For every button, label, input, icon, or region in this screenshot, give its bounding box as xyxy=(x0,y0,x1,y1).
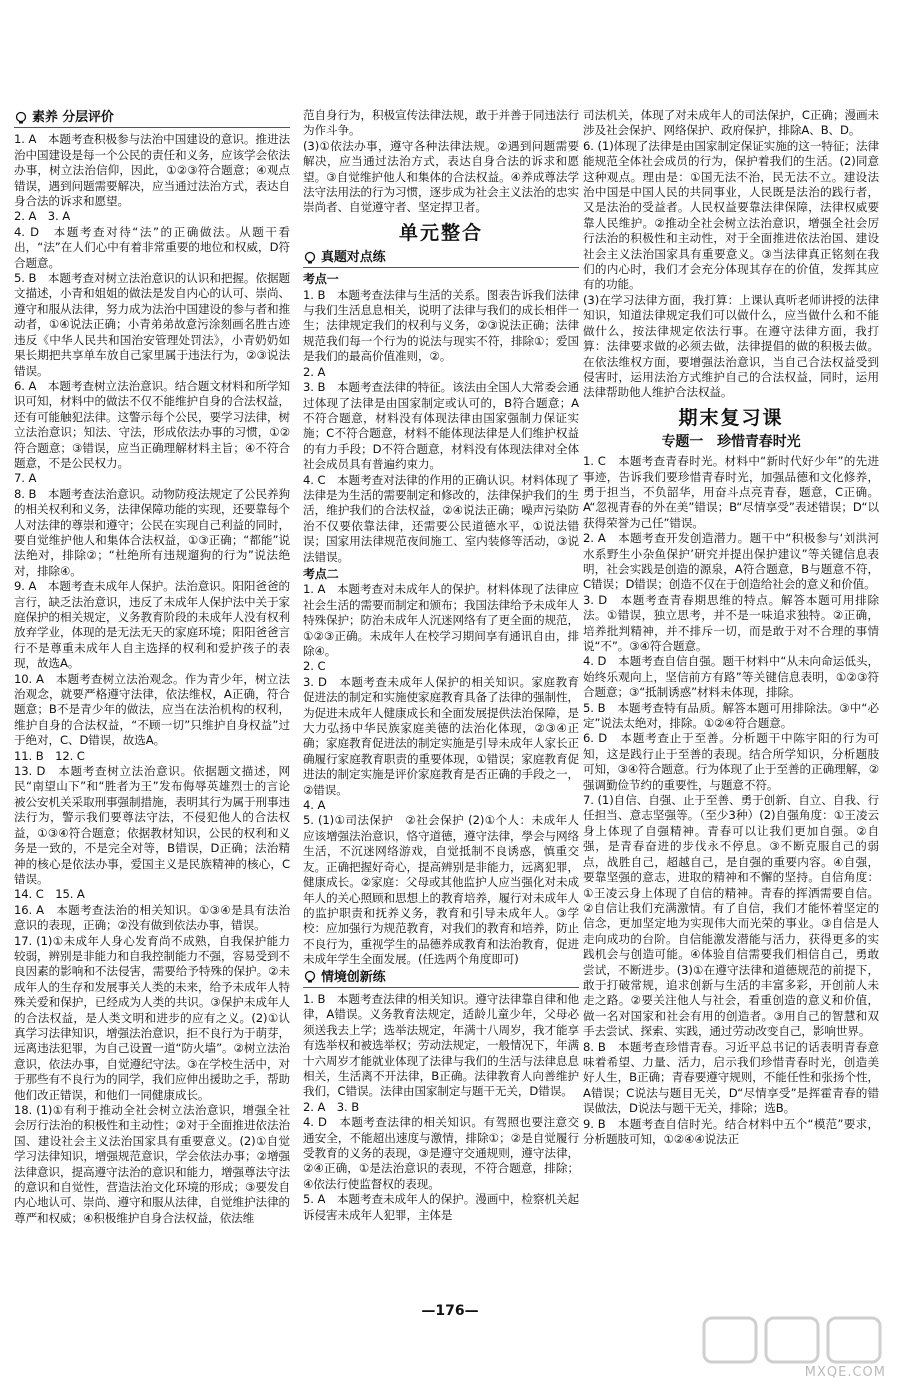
answer-item: 2. A 本题考查开发创造潜力。题干中“积极参与‘刘洪河水系野生小杂鱼保护’研究并提出保护建议”等关键信息表明，社会实践是创造的源泉，A符合题意，B与题意不符，C错误；D错误；创造不仅在于创造给社会的意义和价值。 xyxy=(583,531,879,592)
answer-item: 6. (1)体现了法律是由国家制定保证实施的这一特征；法律能规范全体社会成员的行为，保护着我们的生活。(2)同意这种观点。理由是：①国无法不治，民无法不立。建设法治中国是中国人民的共同事业，人民既是法治的践行者，又是法治的受益者。人民权益要靠法律保障，法律权威要靠人民维护。②推动全社会树立法治意识，增强全社会厉行法治的积极性和主动性，对于全面推进依法治国、建设社会主义法治国家具有重要意义。③当法律真正铭刻在我们的内心时，我们才会充分体现其存在的价值，发挥其应有的功能。 xyxy=(583,138,879,292)
answer-item: (3)①依法办事，遵守各种法律法规。②遇到问题需要解决，应当通过法治方式，表达自身合法的诉求和愿望。③自觉维护他人和集体的合法权益。④养成尊法学法守法用法的行为习惯，逐步成为社会主义法治的忠实崇尚者、自觉遵守者、坚定捍卫者。 xyxy=(303,138,579,215)
answer-item: 2. A xyxy=(303,364,326,379)
unit-title: 单元整合 xyxy=(398,221,483,244)
answer-item: 1. A 本题考查积极参与法治中国建设的意识。推进法治中国建设是每一个公民的责任和义务，应该学会依法办事，树立法治信仰，因此，①②③符合题意；④观点错误，遇到问题需要解决，应当通过法治方式，表达自身合法的诉求和愿望。 xyxy=(14,132,290,209)
answer-item: 4. D 本题考查对待“法”的正确做法。从题干看出，“法”在人们心中有着非常重要的地位和权威，D符合题意。 xyxy=(14,224,290,270)
answer-item: (3)在学习法律方面，我打算：上课认真听老师讲授的法律知识，知道法律规定我们可以做什么，应当做什么和不能做什么，按法律规定依法行事。在遵守法律方面，我打算：法律要求做的必须去做，法律提倡的做的积极去做。在依法维权方面，要增强法治意识，当自己合法权益受到侵害时，运用法治方式维护自己的合法权益，同时，运用法律帮助他人维护合法权益。 xyxy=(583,292,879,400)
watermark-url: MXQE.COM xyxy=(804,1365,886,1380)
review-title: 期末复习课 xyxy=(678,406,784,429)
section-title: 素养 分层评价 xyxy=(32,110,114,125)
answer-item: 13. D 本题考查树立法治意识。依据题文描述，网民“南望山下”和“胜者为王”发布侮辱英雄烈士的言论被公安机关采取刑事强制措施，表明其行为属于刑事违法行为，警示我们要尊法守法，不侵犯他人的合法权益，①③④符合题意；依据教材知识，公民的权利和义务是一致的，不是完全对等，B错误，D正确；法治精神的核心是依法办事，爱国主义是民族精神的核心，C错误。 xyxy=(14,764,290,886)
answer-item: 9. A 本题考查未成年人保护。法治意识。阳阳爸爸的言行，缺乏法治意识，违反了未成年人保护法中关于家庭保护的相关规定，义务教育阶段的未成年人没有权利放弃学业，体现的是无法无天的家庭环境；阳阳爸爸言行不是尊重未成年人自主选择的权利和爱护孩子的表现，故选A。 xyxy=(14,579,290,671)
answer-item: 司法机关，体现了对未成年人的司法保护，C正确；漫画未涉及社会保护、网络保护、政府保护，排除A、B、D。 xyxy=(583,108,879,138)
answer-item: 7. A xyxy=(14,471,37,486)
answer-item: 6. D 本题考查止于至善。分析题干中陈宇阳的行为可知，这是践行止于至善的表现。结合所学知识，分析题肢可知，③④符合题意。行为体现了止于至善的正确理解，②强调勤俭节约的重要性，与题意不符。 xyxy=(583,731,879,792)
answer-item: 8. B 本题考查法治意识。动物防疫法规定了公民养狗的相关权利和义务，法律保障功能的实现，还要靠每个人对法律的尊崇和遵守；公民在实现自己利益的同时，要自觉维护他人和集体合法权益，①③正确；“都能”说法绝对，排除②；“杜绝所有违规遛狗的行为”说法绝对，排除④。 xyxy=(14,486,290,578)
watermark-logo xyxy=(700,1312,890,1382)
answer-item: 5. A 本题考查未成年人的保护。漫画中，检察机关起诉侵害未成年人犯罪，主体是 xyxy=(303,1192,579,1222)
answer-item: 5. B 本题考查特有品质。解答本题可用排除法。③中“必定”说法太绝对，排除。①②④符合题意。 xyxy=(583,700,879,731)
answer-list xyxy=(14,132,290,1226)
lightbulb-icon xyxy=(14,111,28,125)
answer-item: 6. A 本题考查树立法治意识。结合题文材料和所学知识可知，材料中的做法不仅不能维护自身的合法权益，还有可能触犯法律。这警示每个公民，要学习法律，树立法治意识；知法、守法，形成依法办事的习惯，①②符合题意；③错误，应当正确理解材料主旨；④不符合题意，不是公民权力。 xyxy=(14,378,290,470)
section-header xyxy=(303,250,579,268)
answer-item: 4. C 本题考查对法律的作用的正确认识。材料体现了法律是为生活的需要制定和修改的，法律保护我们的生活，维护我们的合法权益，②④说法正确；噪声污染防治不仅要依靠法律，还需要公民道德水平，①说法错误；国家用法律规范夜间施工、室内装修等活动，③说法错误。 xyxy=(303,472,579,564)
answer-item: 17. (1)①未成年人身心发育尚不成熟，自我保护能力较弱，辨别是非能力和自我控制能力不强，容易受到不良因素的影响和不法侵害，需要给予特殊的保护。②未成年人的生存和发展事关人类的未来，给予未成年人特殊关爱和保护，已经成为人类的共识。③保护未成年人的合法权益，是人类文明和进步的应有之义。(2)①认真学习法律知识，增强法治意识，拒不良行为于萌芽，远离违法犯罪，为自己设置一道“防火墙”。②树立法治意识，依法办事，自觉遵纪守法。③在学校生活中，对于那些有不良行为的同学，我们应伸出援助之手，帮助他们改正错误，和他们一同健康成长。 xyxy=(14,933,290,1102)
answer-item: 11. B 12. C xyxy=(14,748,85,763)
answer-item: 10. A 本题考查树立法治观念。作为青少年，树立法治观念，就要严格遵守法律，依法维权，A正确，符合题意；B不是青少年的做法，应当在法治机构的权利，维护自身的合法权益，“不顾一切”只维护自身权益”过于绝对，C、D错误，故选A。 xyxy=(14,671,290,748)
answer-item: 范自身行为，积极宣传法律法规，敢于并善于同违法行为作斗争。 xyxy=(303,108,579,138)
answer-item: 1. C 本题考查青春时光。材料中“新时代好少年”的先进事迹，告诉我们要珍惜青春时光，加强品德和文化修养，勇于担当，不负韶华，用奋斗点亮青春，题意，C正确。A“忽视青春的外在美”错误；B“尽情享受”表述错误；D“以获得荣誉为己任”错误。 xyxy=(583,454,879,530)
answer-item: 2. C xyxy=(303,659,326,674)
answer-item: 2. A 3. B xyxy=(303,1099,360,1114)
answer-list xyxy=(303,582,579,967)
answer-list xyxy=(303,288,579,565)
answer-item: 1. A 本题考查对未成年人的保护。材料体现了法律应社会生活的需要而制定和颁布；我国法律给予未成年人特殊保护；防治未成年人沉迷网络有了更全面的规范，①②③正确。未成年人在校学习期间享有通讯自由，排除④。 xyxy=(303,582,579,658)
answer-item: 8. B 本题考查珍惜青春。习近平总书记的话表明青春意味着希望、力量、活力，启示我们珍惜青春时光，创造美好人生，B正确；青春要遵守规则，不能任性和张扬个性，A错误；C说法与题目无关，D“尽情享受”是挥霍青春的错误做法，D说法与题干无关，排除；选B。 xyxy=(583,1039,879,1116)
answer-item: 1. B 本题考查法律的相关知识。遵守法律靠自律和他律，A错误。义务教育法规定，适龄儿童少年，父母必须送我去上学；选举法规定，年满十八周岁，我才能享有选举权和被选举权；劳动法规定，一般情况下，年满十六周岁才能就业体现了法律与我们的生活与法律息息相关，生活离不开法律，B正确。法律教育人向善维护我们，C错误。法律由国家制定与题干无关，D错误。 xyxy=(303,991,579,1099)
page-number: —176— xyxy=(421,1303,479,1319)
answer-list xyxy=(583,108,879,401)
lightbulb-icon xyxy=(303,970,317,984)
section-title: 真题对点练 xyxy=(321,249,386,265)
answer-item: 7. (1)自信、自强、止于至善、勇于创新、自立、自我、行任担当、意志坚强等。（至少3种）(2)自强角度：①王凌云身上体现了自强精神。青春可以让我们更加自强。②自强，是青春奋进的步伐永不停息。③不断克服自己的弱点，战胜自己，超越自己，是自强的重要内容。④自强，要靠坚强的意志，进取的精神和不懈的坚持。自信角度：①王凌云身上体现了自信的精神。青春的挥洒需要自信。②自信让我们充满激情。有了自信，我们才能怀着坚定的信念，更加坚定地为实现伟大而光荣的事业。③自信是人走向成功的台阶。自信能激发潜能与活力，获得更多的实践机会与创造可能。④体验自信需要我们相信自己，勇敢尝试，不断进步。(3)①在遵守法律和道德规范的前提下，敢于打破常规，追求创新与生活的丰富多彩，开创前人未走之路。②要关注他人与社会，看重创造的意义和价值，做一名对国家和社会有用的创造者。③用自己的智慧和双手去尝试、探索、实践，通过劳动改变自己，影响世界。 xyxy=(583,793,879,1039)
answer-item: 14. C 15. A xyxy=(14,887,85,902)
answer-item: 18. (1)①有利于推动全社会树立法治意识，增强全社会厉行法治的积极性和主动性；②对于全面推进依法治国、建设社会主义法治国家具有重要意义。(2)①自觉学习法律知识，增强规范意识，学会依法办事；②增强法律意识，提高遵守法治的意识和能力，增强尊法守法的意识和自觉性，营造法治文化环境的形成；③要发自内心地认可、崇尚、遵守和服从法律，自觉维护法律的尊严和权威；④积极维护自身合法权益，依法维 xyxy=(14,1103,290,1225)
answer-item: 3. D 本题考查未成年人保护的相关知识。家庭教育促进法的制定和实施使家庭教育具备了法律的强制性，为促进未成年人健康成长和全面发展提供法治保障，是大力弘扬中华民族家庭美德的法治化体现，②③④正确；家庭教育促进法的制定实施是引导未成年人家长正确履行家庭教育职责的重要体现，①错误；家庭教育促进法的制定实施是评价家庭教育是否正确的手段之一，②错误。 xyxy=(303,674,579,797)
answer-item: 1. B 本题考查法律与生活的关系。图表告诉我们法律与我们生活息息相关，说明了法律与我们的成长相伴一生；法律规定我们的权利与义务，②③说法正确；法律规范我们每一个行为的说法与现实不符，排除①；爱国是我们的最高价值准则，②。 xyxy=(303,287,579,364)
answer-item: 2. A 3. A xyxy=(14,209,71,224)
answer-item: 3. D 本题考查青春期思维的特点。解答本题可用排除法。①错误，独立思考，并不是一味追求独特。②正确，培养批判精神，并不排斥一切，而是敢于对不合理的事情说“不”。③④符合题意。 xyxy=(583,592,879,653)
column-left xyxy=(14,108,290,1293)
answer-item: 5. (1)①司法保护 ②社会保护 (2)①个人：未成年人应该增强法治意识，恪守道德，遵守法律，學会与网络生活，不沉迷网络游戏，自觉抵制不良诱惑，慎重交友。正确把握好奇心，提高辨别是非能力，远离犯罪，健康成长。②家庭：父母或其他监护人应当强化对未成年人的关心照顾和思想上的教育培养，履行对未成年人的监护职责和抚养义务，教育和引导未成年人。③学校：应加强行为规范教育，对我们的教育和培养，防止不良行为，重视学生的品德养成教育和法治教育，促进未成年学生全面发展。(任选两个角度即可) xyxy=(303,813,579,967)
knowledge-point-label: 考点一 xyxy=(303,272,339,287)
answer-item: 16. A 本题考查法治的相关知识。①③④是具有法治意识的表现，正确；②没有做到依法办事，错误。 xyxy=(14,902,290,933)
answer-list xyxy=(303,992,579,1223)
answer-item: 4. D 本题考查自信自强。题干材料中“从未向命运低头，始终乐观向上，坚信前方有路”等关键信息表明，①②③符合题意；③“抵制诱惑”材料未体现，排除。 xyxy=(583,654,879,700)
section-header xyxy=(14,110,290,128)
answer-item: 9. B 本题考查自信时光。结合材料中五个“模范”要求，分析题肢可知，①②④④说法正 xyxy=(583,1116,879,1146)
answer-item: 4. A xyxy=(303,798,326,813)
lightbulb-icon xyxy=(303,251,317,265)
answer-list xyxy=(303,108,579,216)
section-title: 情境创新练 xyxy=(321,969,386,985)
answer-list xyxy=(583,454,879,1147)
topic-title: 专题一 珍惜青春时光 xyxy=(661,433,801,450)
column-right xyxy=(583,108,879,1293)
column-middle xyxy=(303,108,579,1293)
answer-item: 5. B 本题考查对树立法治意识的认识和把握。依据题文描述，小青和姐姐的做法是发自内心的认可、崇尚、遵守和服从法律，努力成为法治中国建设的参与者和推动者，①④说法正确；小青弟弟故意污涂刻画名胜古迹违反《中华人民共和国治安管理处罚法》，小青奶奶如果长期把共享单车放自己家里属于违法行为，②③说法错误。 xyxy=(14,271,290,378)
section-header xyxy=(303,970,579,988)
knowledge-point-label: 考点二 xyxy=(303,566,339,581)
answer-item: 4. D 本题考查法律的相关知识。有驾照也要注意交通安全，不能超出速度与激情，排除①；②是自觉履行受教育的义务的表现，③是遵守交通规则，遵守法律，②④正确，①是法治意识的表现，不符合题意，排除；④依法行使监督权的表现。 xyxy=(303,1115,579,1191)
answer-item: 3. B 本题考查法律的特征。该法由全国人大常委会通过体现了法律是由国家制定或认可的，B符合题意；A不符合题意，材料没有体现法律由国家强制力保证实施；C不符合题意，材料不能体现法律是人们维护权益的有力手段；D不符合题意，材料没有体现法律对全体社会成员具有普遍约束力。 xyxy=(303,380,579,472)
